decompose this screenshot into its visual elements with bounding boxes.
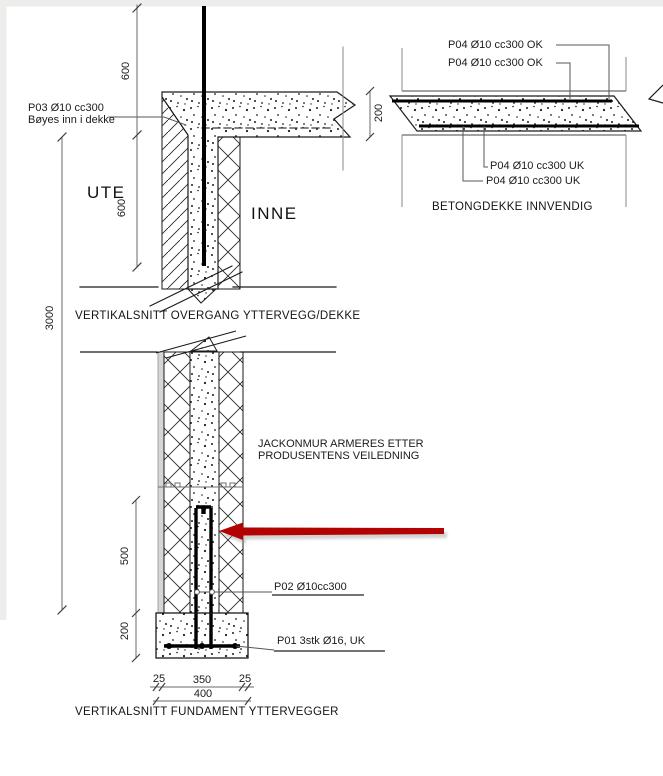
footing	[156, 613, 248, 658]
p04-ok-label-2: P04 Ø10 cc300 OK	[448, 57, 543, 69]
jackon-note-line2: PRODUSENTENS VEILEDNING	[258, 450, 420, 462]
dim-200-footing: 200	[119, 621, 131, 641]
dim-ticks	[58, 4, 141, 614]
dim-600-lower: 600	[116, 198, 128, 218]
dim-350: 350	[192, 674, 212, 686]
dim-25-right: 25	[238, 673, 252, 685]
dim-400: 400	[193, 688, 213, 700]
dim-500: 500	[119, 546, 131, 566]
wall-deck-caption: VERTIKALSNITT OVERGANG YTTERVEGG/DEKKE	[75, 310, 361, 322]
p01-label: P01 3stk Ø16, UK	[277, 635, 366, 647]
red-annotation-arrow	[219, 523, 447, 545]
dim-200-deck: 200	[373, 103, 385, 123]
interior-deck-caption: BETONGDEKKE INNVENDIG	[432, 201, 593, 213]
dim-lines-left	[62, 5, 137, 610]
dim-600-upper: 600	[120, 61, 132, 81]
concrete-deck-and-core	[162, 92, 355, 289]
inner-insulation-hatch	[218, 137, 240, 289]
p03-note-line2: Bøyes inn i dekke	[28, 114, 115, 126]
dim-25-left: 25	[152, 673, 166, 685]
dim-3000: 3000	[44, 305, 56, 331]
jackon-note-line1: JACKONMUR ARMERES ETTER	[258, 438, 424, 450]
outer-membrane	[158, 352, 164, 613]
p04-ok-label-1: P04 Ø10 cc300 OK	[448, 39, 543, 51]
foundation-section	[80, 331, 447, 705]
p04-uk-label-1: P04 Ø10 cc300 UK	[490, 160, 585, 172]
edge-break-mark	[649, 85, 663, 103]
p03-note-line1: P03 Ø10 cc300	[28, 102, 104, 114]
p04-uk-label-2: P04 Ø10 cc300 UK	[486, 175, 581, 187]
outside-label: UTE	[87, 183, 126, 202]
p02-label: P02 Ø10cc300	[274, 581, 347, 593]
inside-label: INNE	[251, 204, 298, 223]
foundation-caption: VERTIKALSNITT FUNDAMENT YTTERVEGGER	[75, 706, 339, 718]
